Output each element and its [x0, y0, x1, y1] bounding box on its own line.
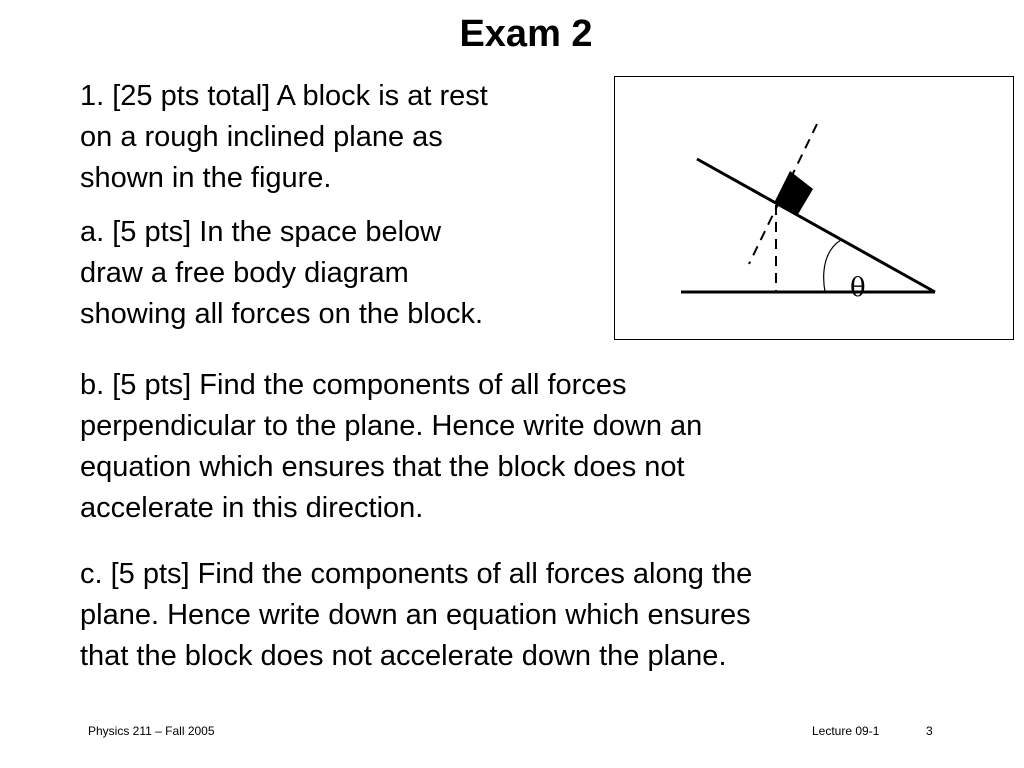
block [774, 171, 813, 216]
question-intro-line: shown in the figure. [80, 162, 332, 194]
question-part-a [80, 212, 483, 335]
part-b-line: equation which ensures that the block does not [80, 451, 685, 483]
question-intro [80, 76, 488, 199]
slide-title: Exam 2 [459, 13, 593, 55]
part-c-line: c. [5 pts] Find the components of all forces along the [80, 558, 753, 590]
inclined-plane-diagram [615, 77, 1015, 341]
footer-course: Physics 211 – Fall 2005 [88, 724, 215, 738]
part-c-line: that the block does not accelerate down the plane. [80, 640, 727, 672]
part-a-line: draw a free body diagram [80, 257, 409, 289]
part-c-line: plane. Hence write down an equation which ensures [80, 599, 751, 631]
angle-arc [824, 240, 841, 292]
inclined-plane-figure [614, 76, 1014, 340]
question-part-c [80, 554, 752, 677]
part-b-line: accelerate in this direction. [80, 492, 424, 524]
part-b-line: perpendicular to the plane. Hence write down an [80, 410, 703, 442]
question-part-b [80, 365, 702, 529]
footer-page-number: 3 [926, 724, 933, 738]
question-intro-line: on a rough inclined plane as [80, 121, 443, 153]
incline-line [697, 159, 935, 292]
question-intro-line: 1. [25 pts total] A block is at rest [80, 80, 488, 112]
part-a-line: showing all forces on the block. [80, 298, 483, 330]
footer-lecture: Lecture 09-1 [812, 724, 880, 738]
part-a-line: a. [5 pts] In the space below [80, 216, 442, 248]
part-b-line: b. [5 pts] Find the components of all forces [80, 369, 627, 401]
angle-label: θ [850, 273, 866, 303]
